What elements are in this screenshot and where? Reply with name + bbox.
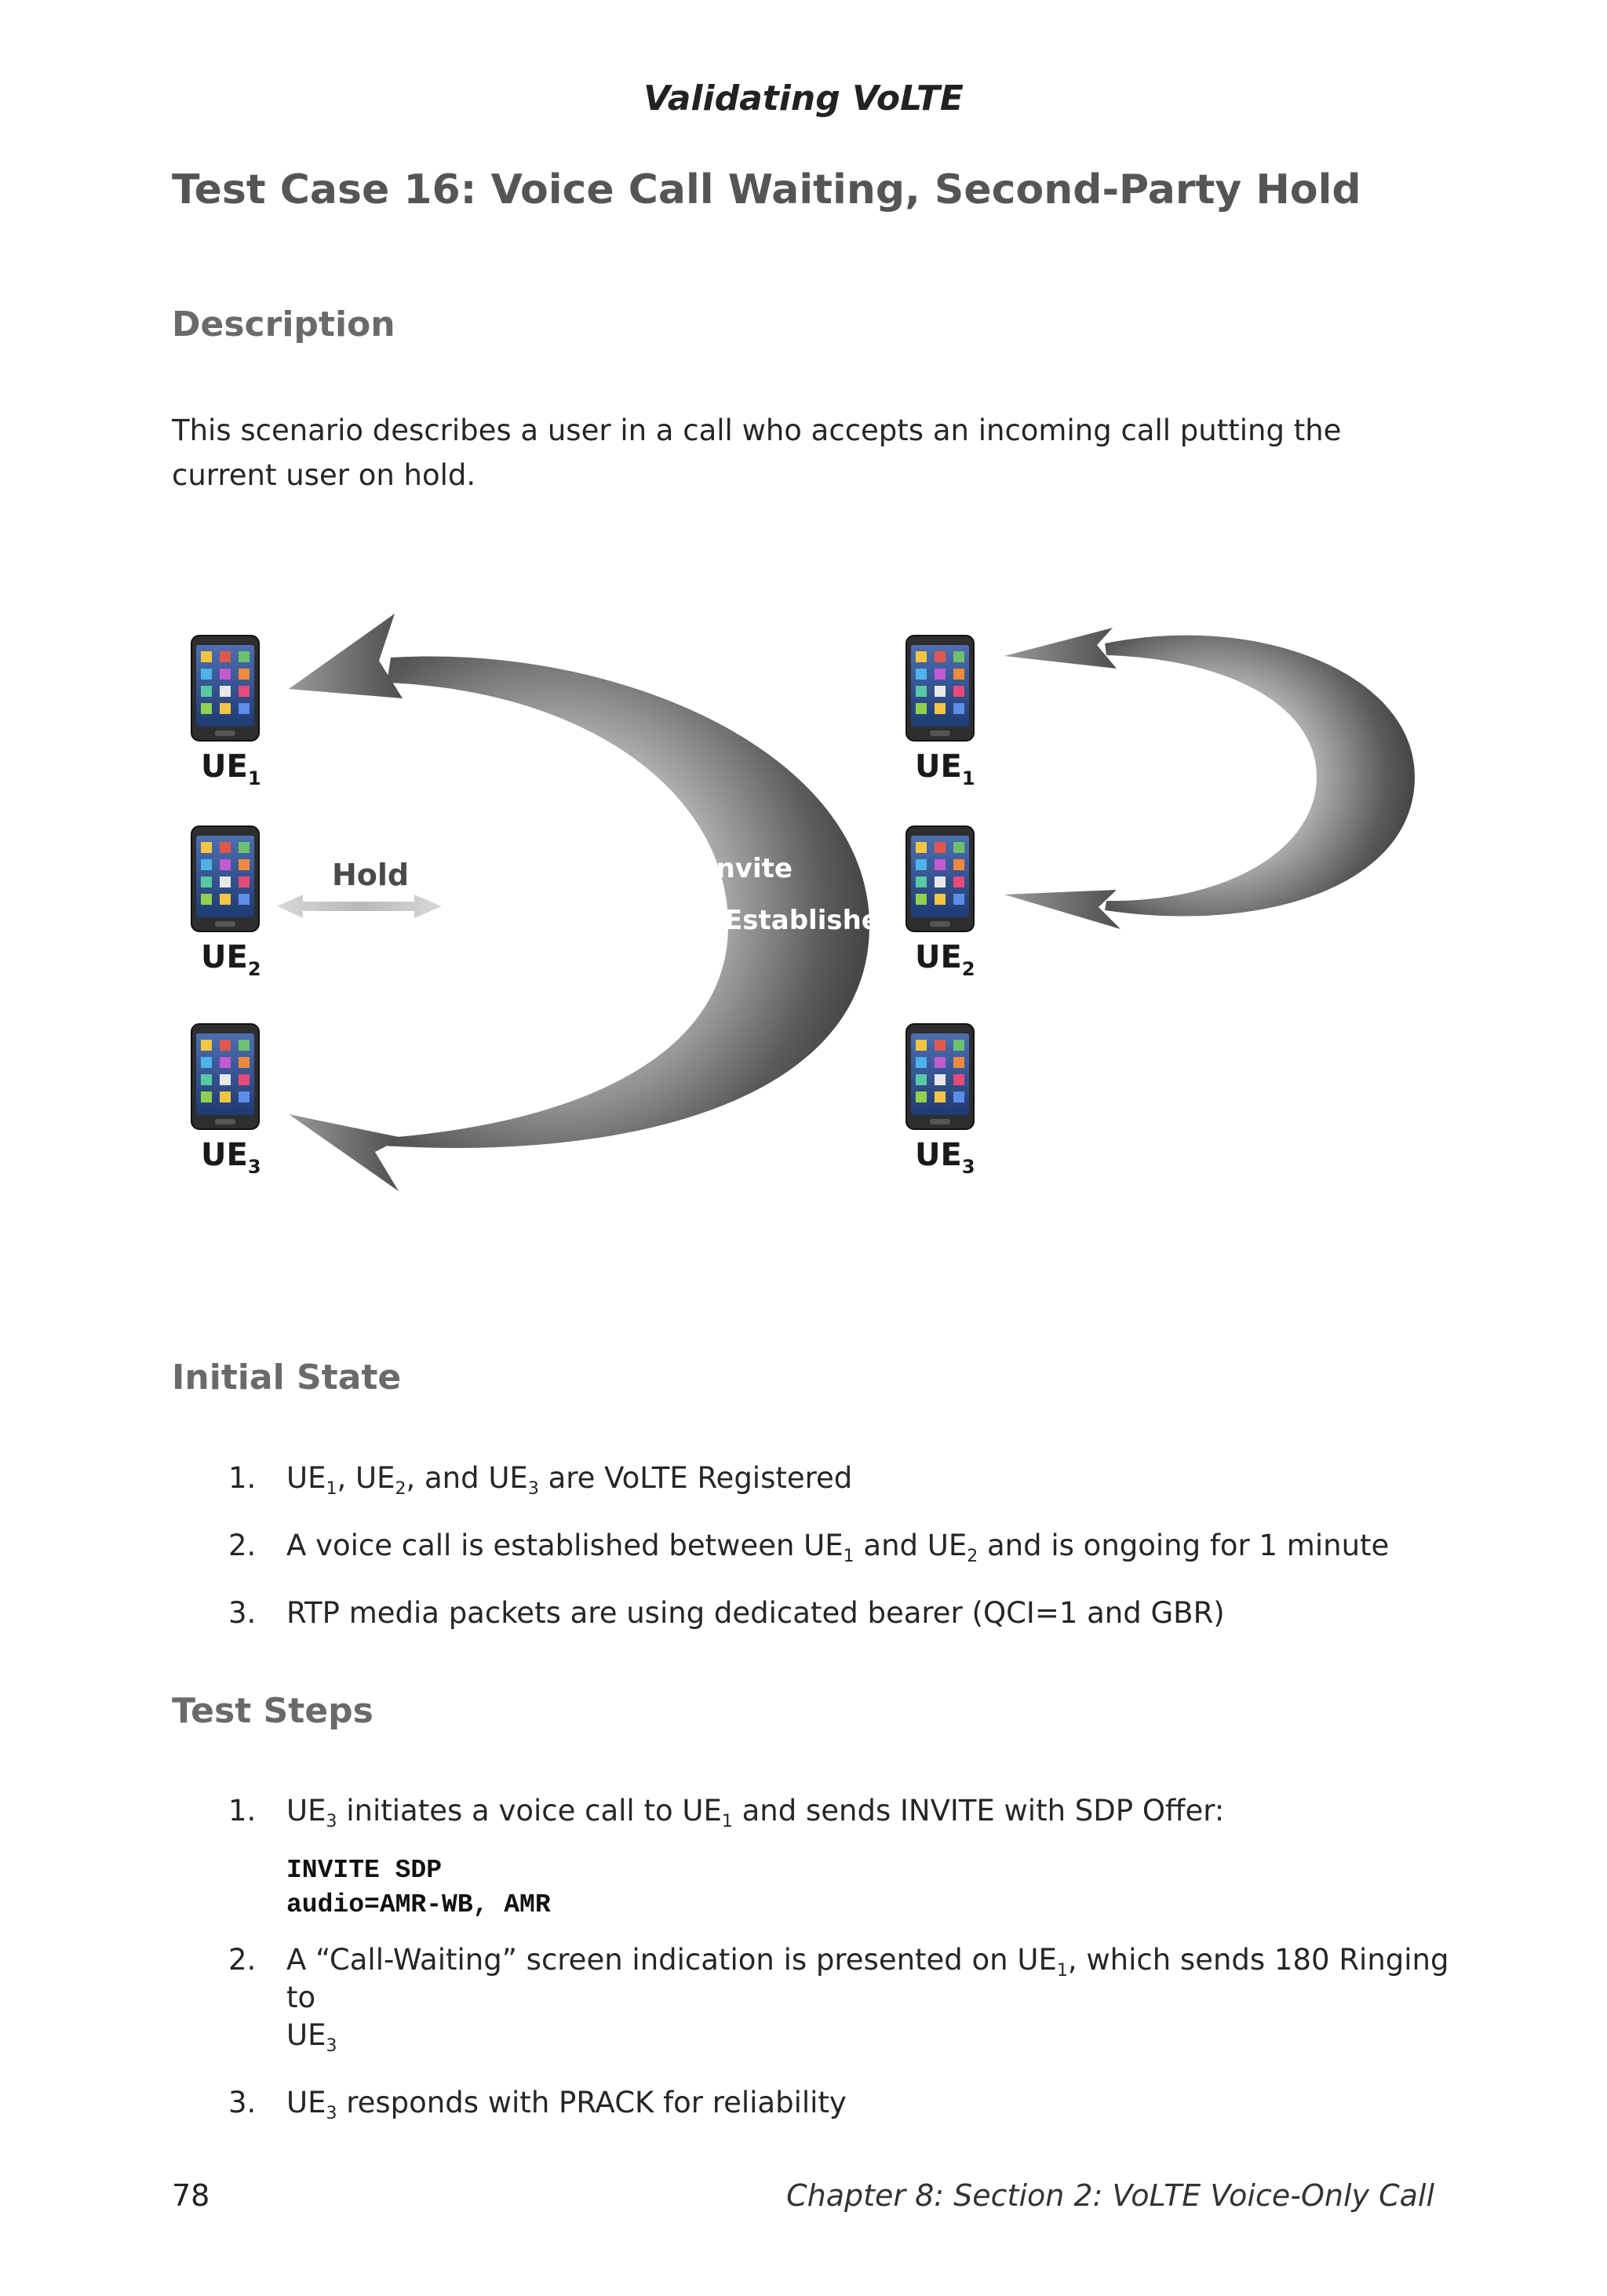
svg-text:UE3 (201, 1137, 261, 1178)
sdp-offer-code: INVITE SDP audio=AMR-WB, AMR (286, 1856, 551, 1919)
arrowhead-to-ue2-right (1004, 890, 1121, 929)
ue3-left-label: UE (201, 1137, 248, 1173)
description-text: This scenario describes a user in a call who accepts an incoming call putting the current user on hold. (172, 414, 1342, 492)
phone-ue1-left (191, 636, 259, 741)
description-heading: Description (172, 304, 395, 344)
arrowhead-to-ue3-left (289, 1114, 403, 1191)
ue1-left-sub: 1 (247, 767, 261, 789)
ue2-left-label: UE (201, 939, 248, 975)
test-steps-list (172, 1792, 1459, 2122)
arrowhead-to-ue1-left (289, 614, 403, 698)
initial-state-item: 1. $UE_1$, $UE_2$, and $UE_3$ are VoLTE Registered (228, 1461, 853, 1499)
phone-ue1-right (906, 636, 974, 741)
phone-ue3-right (906, 1024, 974, 1129)
initial-state-heading: Initial State (172, 1358, 402, 1398)
rx-invite-label: Rx Invite (659, 853, 793, 884)
phone-ue3-left (191, 1024, 259, 1129)
ue3-right-sub: 3 (961, 1156, 975, 1178)
svg-text:UE3 (915, 1137, 975, 1178)
svg-text:UE2 (201, 939, 261, 980)
ue2-right-label: UE (915, 939, 962, 975)
chapter-footer: Chapter 8: Section 2: VoLTE Voice-Only Call (786, 2178, 1434, 2213)
ue2-left-sub: 2 (247, 958, 261, 980)
initial-state-item: 2. A voice call is established between $UE_1$ and $UE_2$ and is ongoing for 1 minute (228, 1529, 1390, 1566)
ue1-right-label: UE (915, 749, 962, 785)
test-step-item: 3. $UE_3$ responds with PRACK for reliability (228, 2086, 847, 2123)
svg-text:UE2 (915, 939, 975, 980)
svg-text:UE1 (201, 749, 261, 789)
call-arc-right (1105, 636, 1415, 917)
page-number: 78 (172, 2178, 210, 2213)
phone-ue2-right (906, 826, 974, 931)
ue2-right-sub: 2 (961, 958, 975, 980)
page-title: Test Case 16: Voice Call Waiting, Second-Party Hold (172, 166, 1361, 213)
running-head: Validating VoLTE (643, 78, 964, 118)
call-established-label: Call Established (659, 905, 899, 936)
call-arc-left (383, 656, 869, 1148)
ue3-right-label: UE (915, 1137, 962, 1173)
initial-state-list (172, 1460, 1459, 1632)
test-step-item: 1. $UE_3$ initiates a voice call to $UE_1$ and sends INVITE with SDP Offer: INVITE SDP audio=AMR-WB, AMR (172, 1792, 1459, 1922)
svg-text:UE1 (915, 749, 975, 789)
initial-state-item: 3. RTP media packets are using dedicated bearer (QCI=1 and GBR) (228, 1596, 1225, 1630)
hold-arrow (277, 895, 442, 918)
call-flow-diagram (179, 596, 1450, 1208)
hold-label: Hold (332, 858, 410, 892)
ue3-left-sub: 3 (247, 1156, 261, 1178)
test-step-item: 2. A “Call-Waiting” screen indication is presented on $UE_1$, which sends 180 Ringing to $UE_3$ (228, 1943, 1449, 2056)
test-steps-heading: Test Steps (172, 1691, 374, 1731)
phone-ue2-left (191, 826, 259, 931)
arrowhead-to-ue1-right (1004, 628, 1117, 669)
ue1-left-label: UE (201, 749, 248, 785)
ue1-right-sub: 1 (961, 767, 975, 789)
